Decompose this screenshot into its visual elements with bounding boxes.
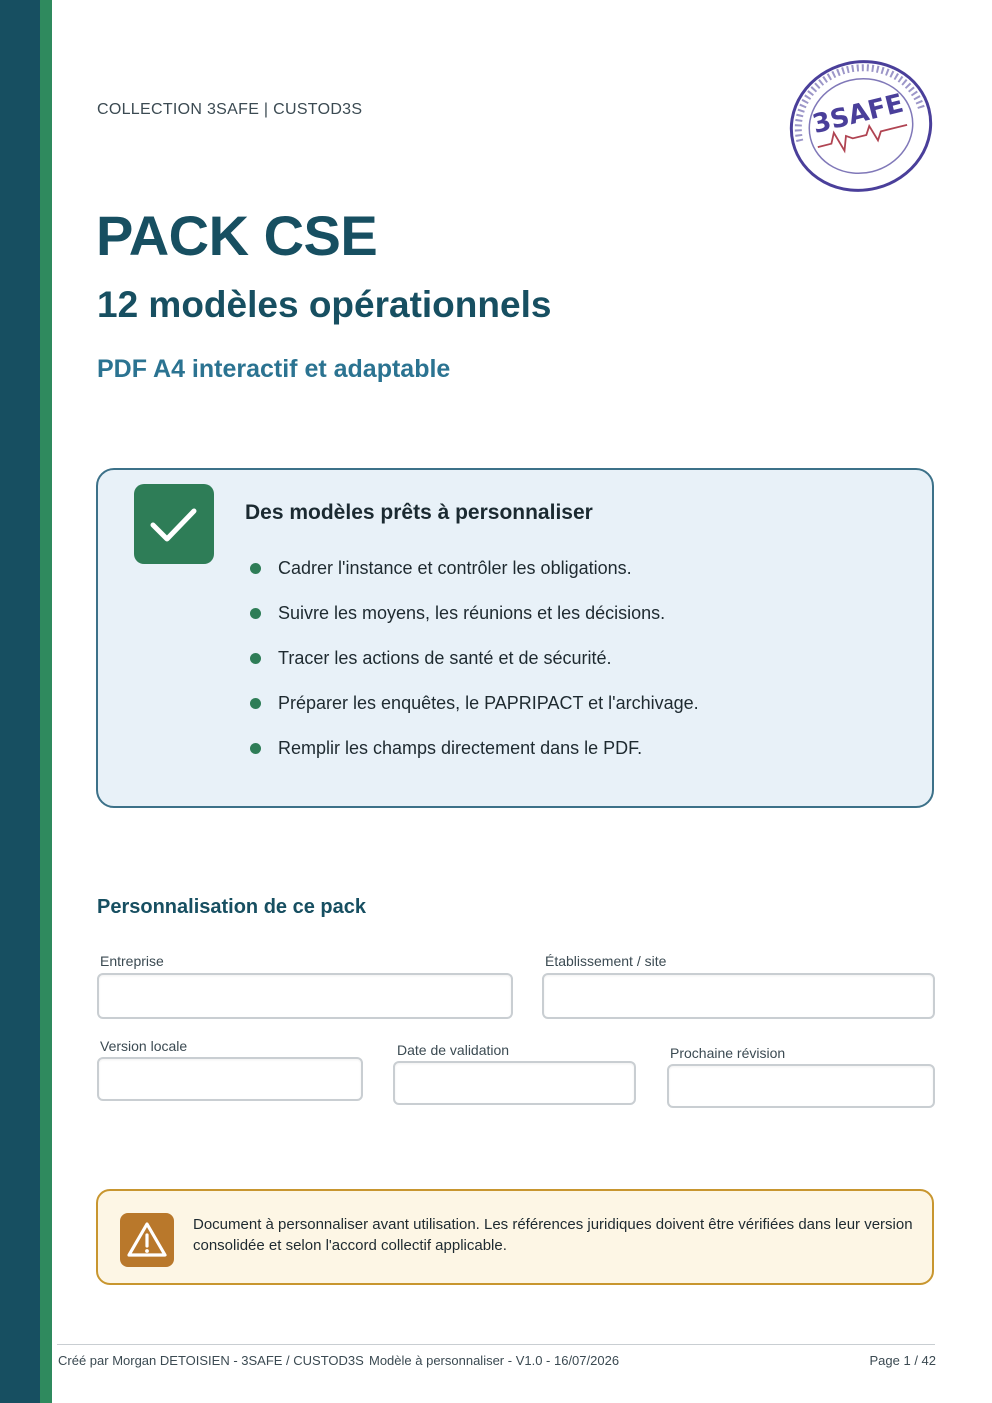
warning-text: Document à personnaliser avant utilisation. Les références juridiques doivent être vérifiées dans leur version consolidée et selon l'accord collectif applicable.	[193, 1216, 913, 1254]
collection-label: COLLECTION 3SAFE | CUSTOD3S	[97, 101, 363, 118]
left-edge-bar	[0, 0, 40, 1403]
list-item	[250, 689, 699, 734]
etablissement-field[interactable]	[542, 973, 935, 1019]
footer-author: Créé par Morgan DETOISIEN - 3SAFE / CUSTOD3S	[58, 1353, 364, 1368]
entreprise-label: Entreprise	[100, 953, 164, 969]
list-item-text: Tracer les actions de santé et de sécurité.	[278, 648, 612, 668]
list-item	[250, 644, 699, 689]
list-item	[250, 599, 699, 644]
list-item-text: Suivre les moyens, les réunions et les décisions.	[278, 603, 666, 623]
features-heading: Des modèles prêts à personnaliser	[245, 501, 593, 524]
etablissement-label: Établissement / site	[545, 953, 667, 969]
page-tagline: PDF A4 interactif et adaptable	[97, 355, 451, 383]
list-item-text: Remplir les champs directement dans le PDF.	[278, 738, 643, 758]
footer-model: Modèle à personnaliser - V1.0 - 16/07/2026	[369, 1353, 620, 1368]
features-panel	[96, 468, 934, 808]
date-validation-field[interactable]	[393, 1061, 636, 1105]
bullet-dot-icon	[250, 698, 261, 709]
bullet-dot-icon	[250, 653, 261, 664]
bullet-dot-icon	[250, 563, 261, 574]
version-label: Version locale	[100, 1038, 188, 1054]
list-item-text: Préparer les enquêtes, le PAPRIPACT et l'archivage.	[278, 693, 699, 713]
stamp-brand: 3SAFE	[809, 88, 907, 141]
version-field[interactable]	[97, 1057, 363, 1101]
page-title: PACK CSE	[96, 204, 378, 267]
list-item	[250, 734, 699, 779]
list-item-text: Cadrer l'instance et contrôler les obligations.	[278, 558, 632, 578]
checkmark-icon	[134, 484, 214, 564]
footer-page-number: Page 1 / 42	[869, 1353, 936, 1368]
seal-icon	[786, 56, 936, 196]
prochaine-revision-field[interactable]	[667, 1064, 935, 1108]
bullet-dot-icon	[250, 608, 261, 619]
footer-divider	[57, 1344, 935, 1345]
list-item	[250, 554, 699, 599]
warning-panel	[96, 1189, 934, 1285]
left-edge-accent	[40, 0, 52, 1403]
bullet-dot-icon	[250, 743, 261, 754]
features-list	[250, 554, 699, 779]
page-subtitle: 12 modèles opérationnels	[97, 284, 552, 325]
entreprise-field[interactable]	[97, 973, 513, 1019]
warning-triangle-icon	[120, 1213, 174, 1267]
prochaine-revision-label: Prochaine révision	[670, 1045, 786, 1061]
personalisation-title: Personnalisation de ce pack	[97, 896, 366, 918]
date-validation-label: Date de validation	[397, 1042, 510, 1058]
